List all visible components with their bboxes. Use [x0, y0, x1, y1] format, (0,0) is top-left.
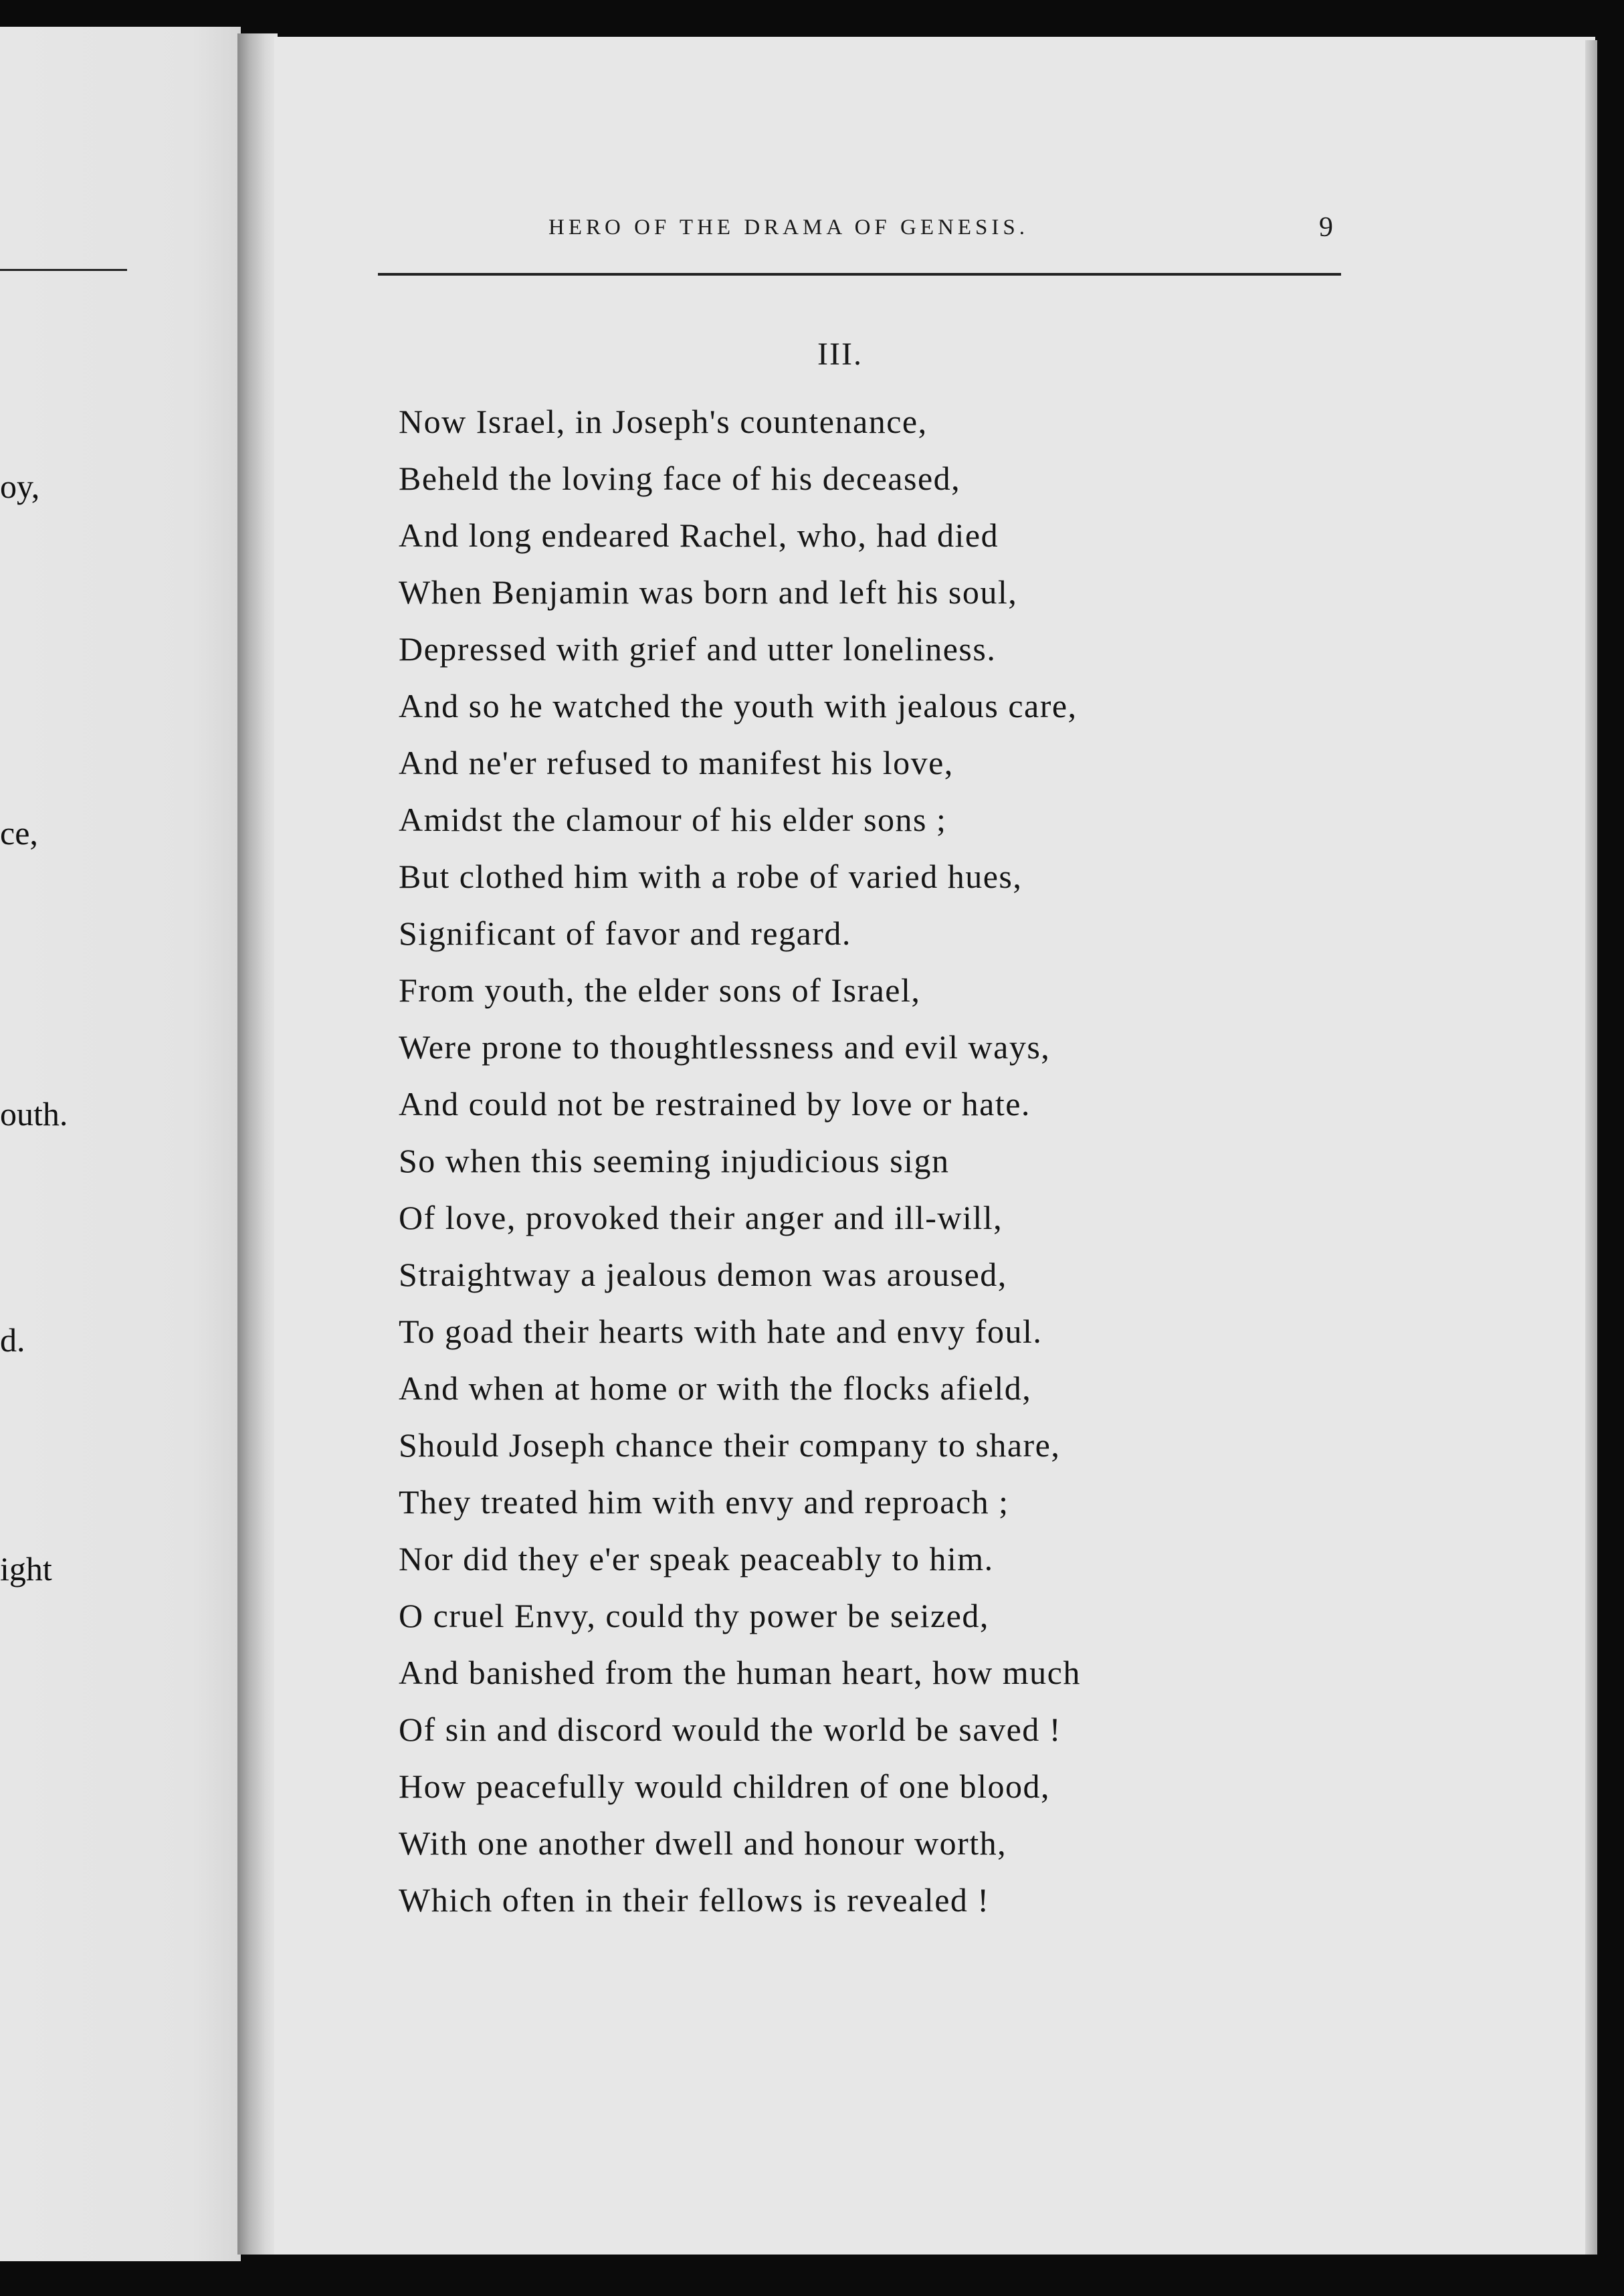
- poem-line: And when at home or with the flocks afield,: [399, 1369, 1032, 1407]
- previous-page-fragment: d.: [0, 1321, 25, 1359]
- poem-line: Of love, provoked their anger and ill-will,: [399, 1199, 1003, 1236]
- poem-line: And long endeared Rachel, who, had died: [399, 516, 999, 554]
- poem-line: They treated him with envy and reproach ;: [399, 1483, 1009, 1521]
- poem-line: From youth, the elder sons of Israel,: [399, 971, 921, 1009]
- poem-line: To goad their hearts with hate and envy foul.: [399, 1313, 1043, 1350]
- poem-line: How peacefully would children of one blood,: [399, 1767, 1050, 1805]
- previous-page: [0, 27, 241, 2261]
- poem-line: Depressed with grief and utter loneliness.: [399, 630, 997, 668]
- previous-page-fragment: oy,: [0, 468, 40, 505]
- previous-page-rule: [0, 269, 127, 271]
- poem-line: With one another dwell and honour worth,: [399, 1824, 1007, 1862]
- previous-page-fragment: outh.: [0, 1095, 68, 1133]
- poem-text: [399, 393, 1081, 1929]
- poem-line: Amidst the clamour of his elder sons ;: [399, 801, 947, 838]
- poem-line: So when this seeming injudicious sign: [399, 1142, 950, 1179]
- running-title: HERO OF THE DRAMA OF GENESIS.: [548, 215, 1029, 240]
- poem-line: When Benjamin was born and left his soul,: [399, 573, 1018, 611]
- poem-line: Nor did they e'er speak peaceably to him.: [399, 1540, 994, 1577]
- poem-line: And banished from the human heart, how much: [399, 1654, 1081, 1691]
- poem-line: Now Israel, in Joseph's countenance,: [399, 403, 928, 440]
- previous-page-fragment: ce,: [0, 814, 38, 852]
- page-number: 9: [1319, 212, 1333, 243]
- poem-line: And so he watched the youth with jealous care,: [399, 687, 1078, 725]
- poem-line: And could not be restrained by love or hate.: [399, 1085, 1031, 1123]
- book-gutter: [237, 33, 278, 2255]
- poem-line: Beheld the loving face of his deceased,: [399, 460, 961, 497]
- poem-line: Were prone to thoughtlessness and evil ways,: [399, 1028, 1051, 1066]
- poem-line: And ne'er refused to manifest his love,: [399, 744, 954, 781]
- poem-line: Significant of favor and regard.: [399, 915, 851, 952]
- poem-line: Which often in their fellows is revealed !: [399, 1881, 990, 1919]
- poem-line: Of sin and discord would the world be saved !: [399, 1711, 1061, 1748]
- header-rule: [378, 273, 1341, 276]
- page-edge: [1585, 40, 1597, 2255]
- poem-line: Straightway a jealous demon was aroused,: [399, 1256, 1007, 1293]
- previous-page-fragment: ight: [0, 1550, 52, 1588]
- section-number: III.: [817, 337, 863, 372]
- poem-line: O cruel Envy, could thy power be seized,: [399, 1597, 989, 1634]
- poem-line: But clothed him with a robe of varied hues,: [399, 858, 1023, 895]
- poem-line: Should Joseph chance their company to share,: [399, 1426, 1061, 1464]
